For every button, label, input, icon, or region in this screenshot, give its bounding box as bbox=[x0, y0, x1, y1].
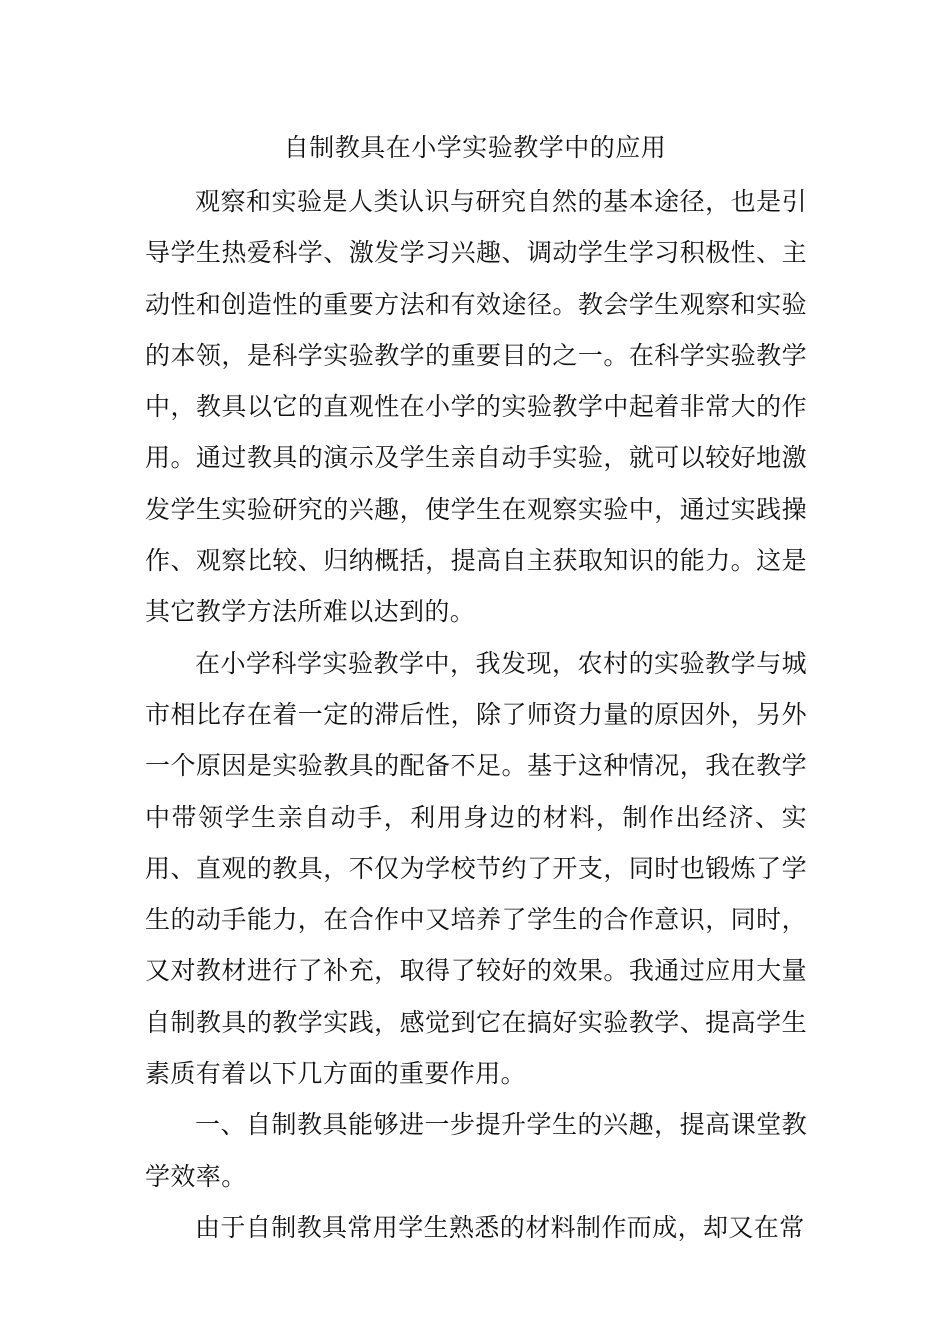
paragraph-1: 观察和实验是人类认识与研究自然的基本途径，也是引导学生热爱科学、激发学习兴趣、调动学生学习积极性、主动性和创造性的重要方法和有效途径。教会学生观察和实验的本领，是科学实验教学的重要目的之一。在科学实验教学中，教具以它的直观性在小学的实验教学中起着非常大的作用。通过教具的演示及学生亲自动手实验，就可以较好地激发学生实验研究的兴趣，使学生在观察实验中，通过实践操作、观察比较、归纳概括，提高自主获取知识的能力。这是其它教学方法所难以达到的。 bbox=[145, 187, 807, 627]
document-body bbox=[145, 176, 807, 1253]
paragraph-3: 由于自制教具常用学生熟悉的材料制作而成，却又在常 bbox=[195, 1212, 805, 1242]
paragraph-2: 在小学科学实验教学中，我发现，农村的实验教学与城市相比存在着一定的滞后性，除了师资力量的原因外，另外一个原因是实验教具的配备不足。基于这种情况，我在教学中带领学生亲自动手，利用身边的材料，制作出经济、实用、直观的教具，不仅为学校节约了开支，同时也锻炼了学生的动手能力，在合作中又培养了学生的合作意识，同时，又对教材进行了补充，取得了较好的效果。我通过应用大量自制教具的教学实践，感觉到它在搞好实验教学、提高学生素质有着以下几方面的重要作用。 bbox=[145, 648, 807, 1089]
section-heading-1: 一、自制教具能够进一步提升学生的兴趣，提高课堂教学效率。 bbox=[145, 1110, 807, 1191]
document-title: 自制教具在小学实验教学中的应用 bbox=[283, 133, 667, 162]
